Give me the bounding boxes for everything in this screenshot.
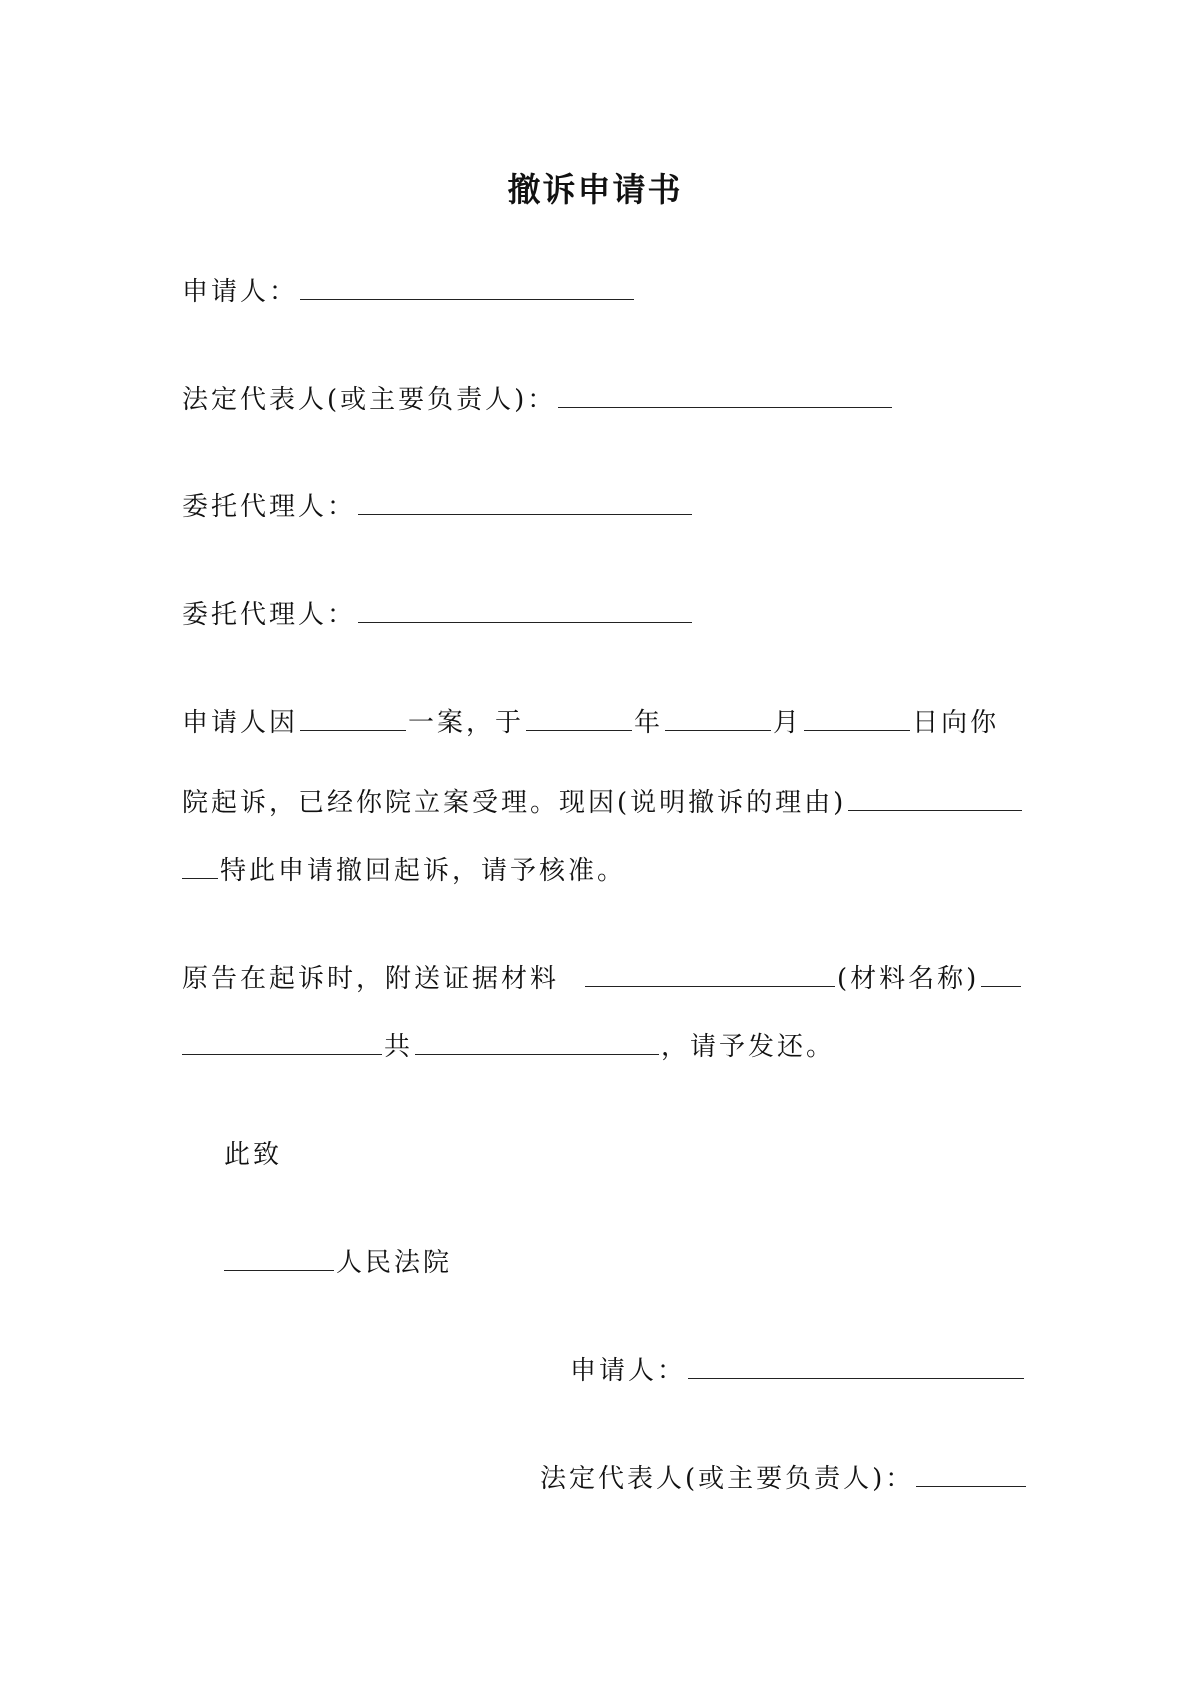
signature-legal-rep-blank[interactable] xyxy=(916,1462,1026,1487)
para2-seg3: 共 xyxy=(384,1032,414,1062)
para1-line1 xyxy=(182,706,999,740)
agent1-label: 委托代理人： xyxy=(182,492,357,522)
para1-line2-text: 院起诉，已经你院立案受理。现因(说明撤诉的理由) xyxy=(182,788,847,818)
agent1-line xyxy=(182,490,694,524)
para1-seg1: 申请人因 xyxy=(182,708,299,738)
material-name-blank-cont[interactable] xyxy=(182,1030,382,1055)
case-name-blank[interactable] xyxy=(300,706,406,731)
court-suffix: 人民法院 xyxy=(336,1248,453,1278)
signature-legal-rep-label: 法定代表人(或主要负责人)： xyxy=(540,1464,915,1494)
year-blank[interactable] xyxy=(526,706,632,731)
para2-seg1: 原告在起诉时，附送证据材料 xyxy=(182,964,560,994)
legal-rep-line xyxy=(182,383,894,417)
applicant-label: 申请人： xyxy=(182,277,299,307)
signature-applicant-label: 申请人： xyxy=(570,1356,687,1386)
document-title: 撤诉申请书 xyxy=(507,170,683,209)
salutation: 此致 xyxy=(224,1140,283,1170)
para1-line2 xyxy=(182,786,1024,820)
month-blank[interactable] xyxy=(665,706,771,731)
salutation-line xyxy=(224,1138,282,1172)
applicant-blank[interactable] xyxy=(300,275,634,300)
signature-applicant-line xyxy=(570,1354,1026,1388)
reason-blank[interactable] xyxy=(848,786,1022,811)
reason-blank-cont[interactable] xyxy=(182,854,218,879)
legal-rep-blank[interactable] xyxy=(558,383,892,408)
quantity-blank[interactable] xyxy=(415,1030,659,1055)
para1-seg2: 一案，于 xyxy=(408,708,525,738)
court-blank[interactable] xyxy=(224,1246,334,1271)
para2-line2 xyxy=(182,1030,835,1064)
para1-line3 xyxy=(182,854,626,888)
signature-legal-rep-line xyxy=(540,1462,1028,1496)
para2-seg4: ，请予发还。 xyxy=(661,1032,836,1062)
agent2-blank[interactable] xyxy=(358,598,692,623)
signature-applicant-blank[interactable] xyxy=(688,1354,1024,1379)
evidence-blank[interactable] xyxy=(585,962,835,987)
para1-seg3: 年 xyxy=(634,708,664,738)
para1-line3-text: 特此申请撤回起诉，请予核准。 xyxy=(220,856,627,886)
applicant-line xyxy=(182,275,636,309)
para1-seg5: 日向你 xyxy=(912,708,1000,738)
court-line xyxy=(224,1246,452,1280)
agent2-line xyxy=(182,598,694,632)
para2-seg2: (材料名称) xyxy=(837,964,980,994)
agent2-label: 委托代理人： xyxy=(182,600,357,630)
agent1-blank[interactable] xyxy=(358,490,692,515)
para2-line1 xyxy=(182,962,1023,996)
legal-rep-label: 法定代表人(或主要负责人)： xyxy=(182,385,557,415)
para1-seg4: 月 xyxy=(773,708,803,738)
material-name-blank[interactable] xyxy=(981,962,1021,987)
day-blank[interactable] xyxy=(804,706,910,731)
